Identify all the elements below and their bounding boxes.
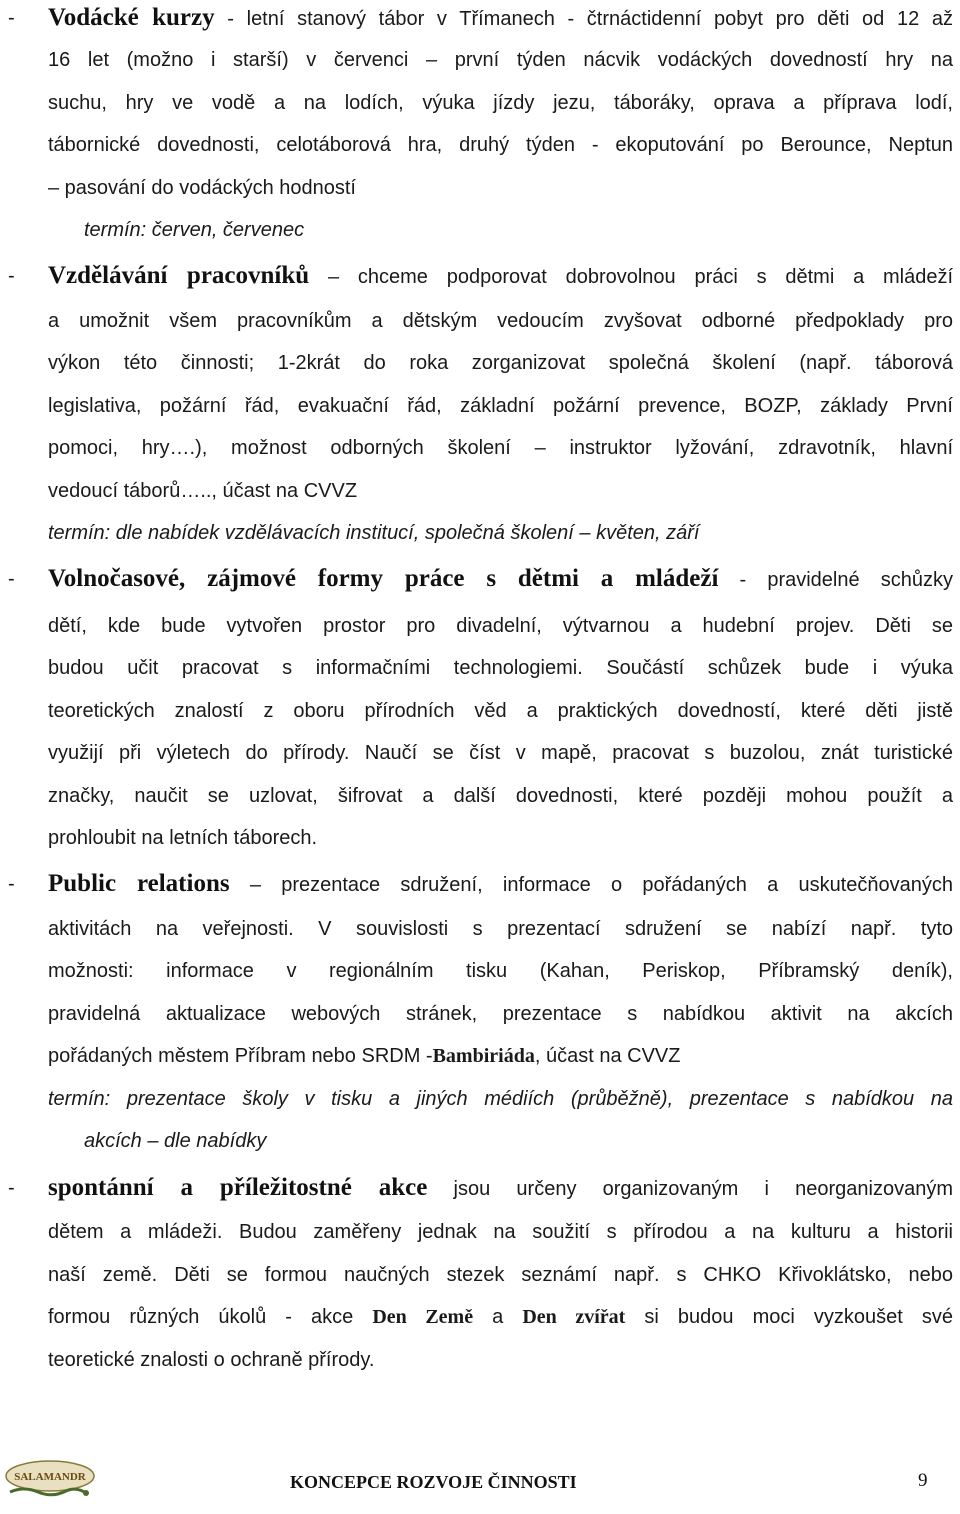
section-4-line-3: možnosti: informace v regionálním tisku (Kahan, Periskop, Příbramský deník), — [48, 960, 953, 982]
paragraph-text: - letní stanový tábor v Třímanech - čtrnáctidenní pobyt pro děti od 12 až — [227, 8, 953, 30]
paragraph-text: formou různých úkolů - akce — [48, 1306, 373, 1328]
section-5-line-3: naší země. Děti se formou naučných stezek seznámí např. s CHKO Křivoklátsko, nebo — [48, 1264, 953, 1286]
paragraph-text: – prezentace sdružení, informace o pořádaných a uskutečňovaných — [249, 874, 953, 896]
section-4-term-2: akcích – dle nabídky — [84, 1130, 267, 1152]
section-2-line-3: výkon této činnosti; 1-2krát do roka zorganizovat společná školení (např. táborová — [48, 352, 953, 374]
section-4-line-5 — [48, 1043, 953, 1069]
bullet-dash: - — [8, 7, 15, 29]
section-2-line-1 — [48, 263, 953, 290]
svg-text:SALAMANDR: SALAMANDR — [14, 1471, 86, 1483]
paragraph-text: pořádaných městem Příbram nebo SRDM - — [48, 1045, 433, 1067]
paragraph-text: jsou určeny organizovaným i neorganizovaným — [453, 1178, 953, 1200]
bullet-dash: - — [8, 265, 15, 287]
section-1-line-3: suchu, hry ve vodě a na lodích, výuka jízdy jezu, táboráky, oprava a příprava lodí, — [48, 92, 953, 114]
den-zvirat-text: Den zvířat — [522, 1306, 626, 1328]
section-heading: Vodácké kurzy — [48, 5, 215, 31]
paragraph-text: , účast na CVVZ — [534, 1045, 681, 1067]
paragraph-text: si budou moci vyzkoušet své — [625, 1306, 953, 1328]
bullet-dash: - — [8, 873, 15, 895]
salamandr-logo — [4, 1456, 96, 1502]
bambiriada-text: Bambiriáda — [432, 1045, 535, 1067]
section-3-line-3: budou učit pracovat s informačními technologiemi. Součástí schůzek bude i výuka — [48, 657, 953, 679]
section-4-term-1: termín: prezentace školy v tisku a jiných médiích (průběžně), prezentace s nabídkou na — [48, 1088, 953, 1110]
section-1-line-2: 16 let (možno i starší) v červenci – první týden nácvik vodáckých dovedností hry na — [48, 49, 953, 71]
section-5-line-2: dětem a mládeži. Budou zaměřeny jednak na soužití s přírodou a na kulturu a historii — [48, 1221, 953, 1243]
section-5-line-4 — [48, 1304, 953, 1330]
section-4-line-1 — [48, 871, 953, 898]
page-number: 9 — [918, 1470, 928, 1491]
section-2-line-2: a umožnit všem pracovníkům a dětským vedoucím zvyšovat odborné předpoklady pro — [48, 310, 953, 332]
section-3-line-2: dětí, kde bude vytvořen prostor pro divadelní, výtvarnou a hudební projev. Děti se — [48, 615, 953, 637]
bullet-dash: - — [8, 568, 15, 590]
section-heading: Volnočasové, zájmové formy práce s dětmi a mládeží — [48, 566, 719, 592]
section-5-line-1 — [48, 1175, 953, 1202]
paragraph-text: – chceme podporovat dobrovolnou práci s dětmi a mládeží — [327, 266, 953, 288]
section-2-term: termín: dle nabídek vzdělávacích institucí, společná školení – květen, září — [48, 522, 700, 544]
section-4-line-2: aktivitách na veřejnosti. V souvislosti s prezentací sdružení se nabízí např. tyto — [48, 918, 953, 940]
section-3-line-7: prohloubit na letních táborech. — [48, 827, 318, 849]
section-heading: spontánní a příležitostné akce — [48, 1175, 428, 1201]
section-5-line-5: teoretické znalosti o ochraně přírody. — [48, 1349, 375, 1371]
section-3-line-4: teoretických znalostí z oboru přírodních věd a praktických dovedností, které děti jistě — [48, 700, 953, 722]
paragraph-text: - pravidelné schůzky — [739, 569, 953, 591]
section-2-line-5: pomoci, hry….), možnost odborných školení – instruktor lyžování, zdravotník, hlavní — [48, 437, 953, 459]
section-1-term: termín: červen, červenec — [84, 219, 305, 241]
section-heading: Public relations — [48, 871, 230, 897]
section-2-line-4: legislativa, požární řád, evakuační řád, základní požární prevence, BOZP, základy První — [48, 395, 953, 417]
section-1-line-4: tábornické dovednosti, celotáborová hra, druhý týden - ekoputování po Berounce, Neptun — [48, 134, 953, 156]
bullet-dash: - — [8, 1177, 15, 1199]
section-heading: Vzdělávání pracovníků — [48, 263, 310, 289]
den-zeme-text: Den Země — [372, 1306, 474, 1328]
footer-title: KONCEPCE ROZVOJE ČINNOSTI — [290, 1472, 577, 1492]
section-3-line-1 — [48, 566, 953, 593]
section-3-line-6: značky, naučit se uzlovat, šifrovat a další dovednosti, které později mohou použít a — [48, 785, 953, 807]
section-1-line-5: – pasování do vodáckých hodností — [48, 177, 356, 199]
section-3-line-5: využijí při výletech do přírody. Naučí se číst v mapě, pracovat s buzolou, znát turistické — [48, 742, 953, 764]
section-2-line-6: vedoucí táborů….., účast na CVVZ — [48, 480, 358, 502]
section-4-line-4: pravidelná aktualizace webových stránek, prezentace s nabídkou aktivit na akcích — [48, 1003, 953, 1025]
section-1-line-1 — [48, 5, 953, 32]
paragraph-text: a — [473, 1306, 523, 1328]
